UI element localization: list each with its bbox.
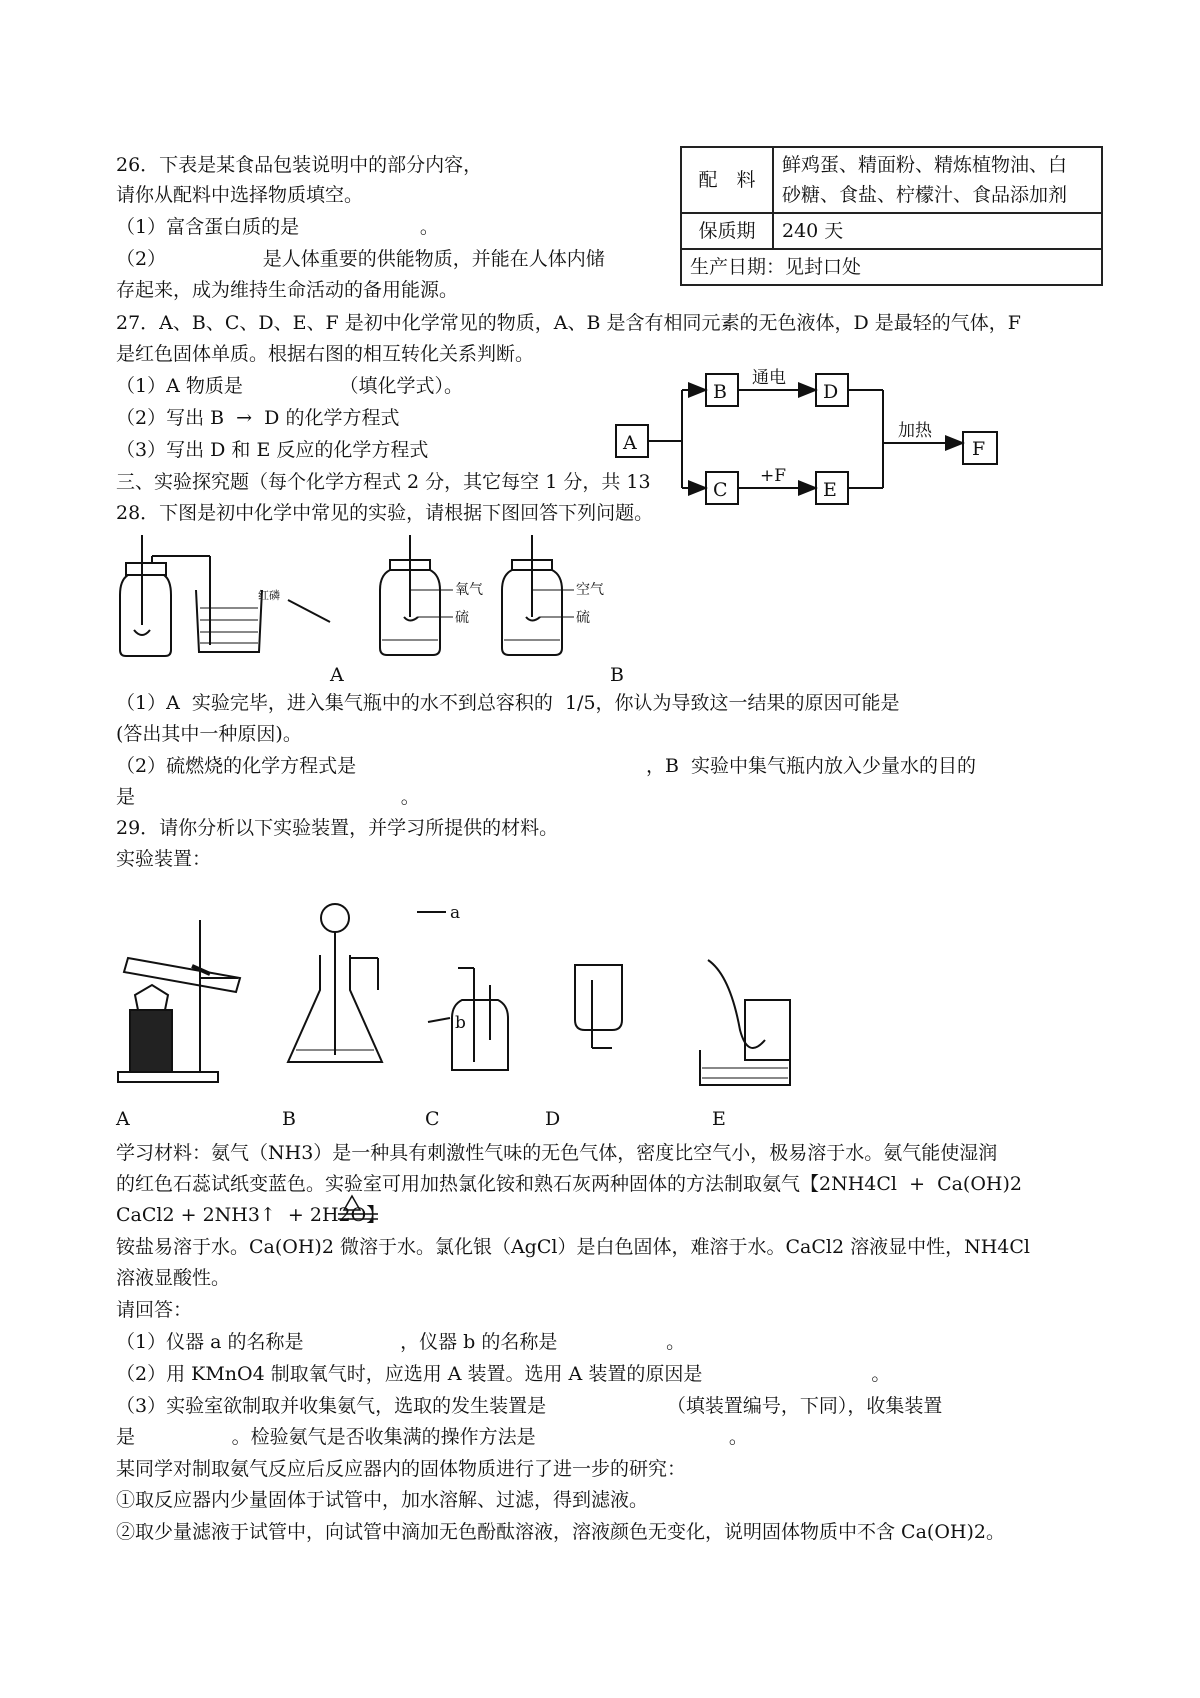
heating-triangle-symbol (338, 1194, 378, 1222)
ingredients-value (773, 147, 1102, 213)
q29-apparatus-figure (110, 880, 800, 1095)
shelf-life-header: 保质期 (681, 213, 773, 249)
q29-research-step1: ①取反应器内少量固体于试管中，加水溶解、过滤，得到滤液。 (116, 1489, 649, 1511)
node-B: B (713, 381, 727, 403)
apparatus-label-B: B (282, 1108, 296, 1130)
label-oxygen: 氧气 (455, 582, 483, 598)
node-D: D (823, 381, 839, 403)
apparatus-label-A: A (116, 1108, 130, 1130)
label-sulfur-1: 硫 (455, 610, 469, 626)
node-C: C (713, 479, 728, 501)
ingredients-header: 配 料 (681, 147, 773, 213)
q27-part3: （3）写出 D 和 E 反应的化学方程式 (116, 439, 429, 461)
q28-figure-label-A: A (330, 664, 344, 686)
apparatus-label-E: E (712, 1108, 726, 1130)
q29-research-step2: ②取少量滤液于试管中，向试管中滴加无色酚酞溶液，溶液颜色无变化，说明固体物质中不含 Ca(OH)2。 (116, 1521, 1005, 1543)
label-red-phosphorus: 红磷 (258, 589, 280, 602)
label-electrolysis: 通电 (752, 368, 786, 388)
q28-part1-cont: (答出其中一种原因)。 (116, 723, 302, 745)
q28-figure-label-B: B (610, 664, 624, 686)
label-instrument-a: a (450, 903, 461, 923)
q29-answer-2: （2）用 KMnO4 制取氧气时，应选用 A 装置。选用 A 装置的原因是 。 (116, 1363, 891, 1385)
ingredients-table (680, 146, 1103, 286)
apparatus-label-C: C (425, 1108, 440, 1130)
section3-heading: 三、实验探究题（每个化学方程式 2 分，其它每空 1 分，共 13 (116, 471, 651, 493)
q26-line2: 请你从配料中选择物质填空。 (116, 184, 364, 206)
q28-part2-cont: 是 。 (116, 786, 420, 808)
ingredients-value-line1: 鲜鸡蛋、精面粉、精炼植物油、白 (782, 154, 1068, 176)
label-sulfur-2: 硫 (576, 610, 590, 626)
production-date: 生产日期：见封口处 (681, 249, 1102, 285)
q26-line1: 26．下表是某食品包装说明中的部分内容， (116, 154, 483, 176)
label-instrument-b: b (455, 1013, 466, 1033)
shelf-life-value: 240 天 (773, 213, 1102, 249)
q29-material-3: CaCl2 + 2NH3↑ + 2H2O】 (116, 1204, 386, 1226)
q28-part1: （1）A 实验完毕，进入集气瓶中的水不到总容积的 1/5，你认为导致这一结果的原因可能是 (116, 692, 900, 714)
label-air: 空气 (576, 582, 604, 598)
q27-line2: 是红色固体单质。根据右图的相互转化关系判断。 (116, 343, 535, 365)
q28-part2: （2）硫燃烧的化学方程式是 ，B 实验中集气瓶内放入少量水的目的 (116, 755, 977, 777)
q26-part1: （1）富含蛋白质的是 。 (116, 216, 439, 238)
q27-part2: （2）写出 B → D 的化学方程式 (116, 407, 400, 429)
q29-ask: 请回答： (116, 1299, 193, 1321)
q29-answer-3-cont: 是 。检验氨气是否收集满的操作方法是 。 (116, 1426, 748, 1448)
q29-research-intro: 某同学对制取氨气反应后反应器内的固体物质进行了进一步的研究： (116, 1458, 687, 1480)
ingredients-value-line2: 砂糖、食盐、柠檬汁、食品添加剂 (782, 184, 1068, 206)
q29-material-4: 铵盐易溶于水。Ca(OH)2 微溶于水。氯化银（AgCl）是白色固体，难溶于水。CaCl2 溶液显中性，NH4Cl (116, 1236, 1030, 1258)
q28-apparatus-figure (110, 530, 650, 670)
q26-part2-cont: 存起来，成为维持生命活动的备用能源。 (116, 279, 459, 301)
q29-answer-1: （1）仪器 a 的名称是 ，仪器 b 的名称是 。 (116, 1331, 686, 1353)
conversion-diagram (600, 355, 1010, 515)
node-F: F (972, 438, 986, 460)
apparatus-label-D: D (545, 1108, 561, 1130)
node-E: E (823, 479, 837, 501)
q29-material-5: 溶液显酸性。 (116, 1267, 231, 1289)
q29-material-2: 的红色石蕊试纸变蓝色。实验室可用加热氯化铵和熟石灰两种固体的方法制取氨气【2NH4Cl + Ca(OH)2 (116, 1173, 1022, 1195)
node-A: A (623, 432, 637, 454)
label-heat: 加热 (898, 421, 932, 441)
q26-part2: （2） 是人体重要的供能物质，并能在人体内储 (116, 248, 605, 270)
q29-line2: 实验装置： (116, 848, 212, 870)
q29-line1: 29．请你分析以下实验装置，并学习所提供的材料。 (116, 817, 559, 839)
q28-line1: 28．下图是初中化学中常见的实验，请根据下图回答下列问题。 (116, 502, 654, 524)
q29-material-1: 学习材料：氨气（NH3）是一种具有刺激性气味的无色气体，密度比空气小，极易溶于水。氨气能使湿润 (116, 1142, 998, 1164)
q27-part1: （1）A 物质是 （填化学式）。 (116, 375, 463, 397)
label-plus-F: +F (760, 466, 787, 486)
q29-answer-3: （3）实验室欲制取并收集氨气，选取的发生装置是 （填装置编号，下同），收集装置 (116, 1395, 943, 1417)
q27-line1: 27．A、B、C、D、E、F 是初中化学常见的物质，A、B 是含有相同元素的无色液体，D 是最轻的气体，F (116, 312, 1021, 334)
